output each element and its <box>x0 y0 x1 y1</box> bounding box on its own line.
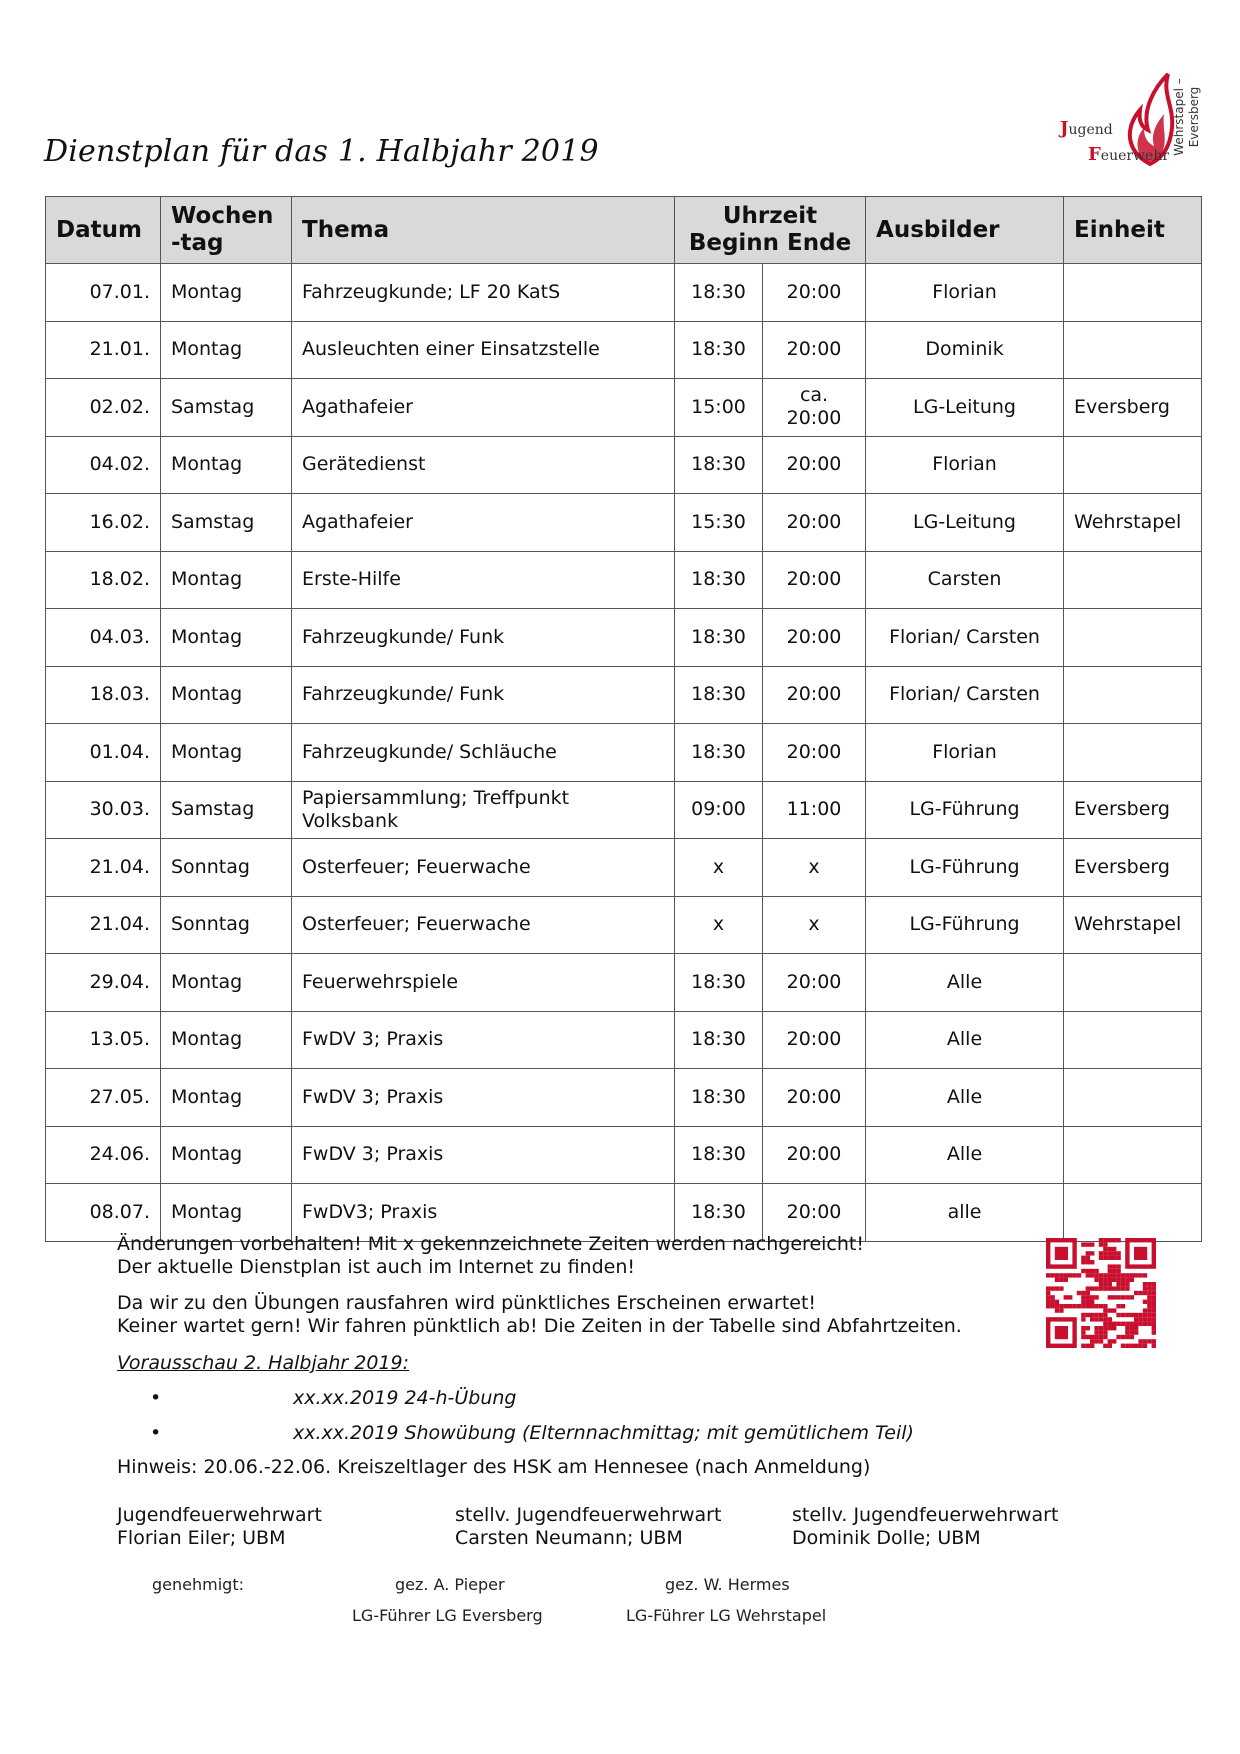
topic-cell: Papiersammlung; Treffpunkt Volksbank <box>292 781 675 839</box>
date-cell: 21.01. <box>46 321 161 379</box>
instructor-cell: LG-Führung <box>866 839 1064 897</box>
header-unit: Einheit <box>1064 197 1202 264</box>
bullet-icon: • <box>150 1422 162 1444</box>
preview-title: Vorausschau 2. Halbjahr 2019: <box>117 1352 410 1374</box>
table-row <box>46 1126 1202 1184</box>
notes-block-2 <box>117 1292 1017 1338</box>
approval-role: LG-Führer LG Wehrstapel <box>626 1606 827 1625</box>
date-cell: 29.04. <box>46 954 161 1012</box>
table-row <box>46 1011 1202 1069</box>
table-row <box>46 264 1202 322</box>
date-cell: 04.03. <box>46 609 161 667</box>
topic-cell: Feuerwehrspiele <box>292 954 675 1012</box>
weekday-cell: Montag <box>161 666 292 724</box>
logo-side-text: Wehrstapel – Eversberg <box>1172 78 1201 156</box>
weekday-cell: Montag <box>161 321 292 379</box>
instructor-cell: LG-Leitung <box>866 379 1064 437</box>
weekday-cell: Montag <box>161 264 292 322</box>
end-time-cell: 11:00 <box>763 781 866 839</box>
topic-cell: Fahrzeugkunde/ Funk <box>292 666 675 724</box>
weekday-cell: Samstag <box>161 379 292 437</box>
start-time-cell: 18:30 <box>675 1184 763 1242</box>
weekday-cell: Sonntag <box>161 896 292 954</box>
weekday-cell: Montag <box>161 724 292 782</box>
weekday-cell: Samstag <box>161 781 292 839</box>
date-cell: 18.02. <box>46 551 161 609</box>
bullet-icon: • <box>150 1387 162 1409</box>
end-time-cell: 20:00 <box>763 321 866 379</box>
end-time-cell: 20:00 <box>763 1126 866 1184</box>
logo-line-2: Feuerwehr <box>1088 144 1170 165</box>
topic-cell: Ausleuchten einer Einsatzstelle <box>292 321 675 379</box>
date-cell: 16.02. <box>46 494 161 552</box>
table-row <box>46 1069 1202 1127</box>
topic-cell: FwDV 3; Praxis <box>292 1069 675 1127</box>
start-time-cell: 18:30 <box>675 724 763 782</box>
unit-cell: Wehrstapel <box>1064 494 1202 552</box>
date-cell: 08.07. <box>46 1184 161 1242</box>
weekday-cell: Montag <box>161 436 292 494</box>
instructor-cell: alle <box>866 1184 1064 1242</box>
date-cell: 24.06. <box>46 1126 161 1184</box>
jugendfeuerwehr-logo <box>1060 70 1210 170</box>
instructor-cell: Florian/ Carsten <box>866 609 1064 667</box>
header-date: Datum <box>46 197 161 264</box>
unit-cell: Eversberg <box>1064 839 1202 897</box>
table-row <box>46 379 1202 437</box>
note-line: Der aktuelle Dienstplan ist auch im Internet zu finden! <box>117 1256 636 1278</box>
unit-cell <box>1064 436 1202 494</box>
end-time-cell: 20:00 <box>763 264 866 322</box>
note-line: Änderungen vorbehalten! Mit x gekennzeichnete Zeiten werden nachgereicht! <box>117 1233 864 1255</box>
unit-cell: Eversberg <box>1064 379 1202 437</box>
start-time-cell: 15:00 <box>675 379 763 437</box>
instructor-cell: Dominik <box>866 321 1064 379</box>
end-time-cell: 20:00 <box>763 1069 866 1127</box>
end-time-cell: 20:00 <box>763 724 866 782</box>
topic-cell: Fahrzeugkunde/ Schläuche <box>292 724 675 782</box>
approval-role: LG-Führer LG Eversberg <box>352 1606 543 1625</box>
start-time-cell: 18:30 <box>675 954 763 1012</box>
weekday-cell: Montag <box>161 1126 292 1184</box>
weekday-cell: Montag <box>161 551 292 609</box>
date-cell: 02.02. <box>46 379 161 437</box>
end-time-cell: 20:00 <box>763 436 866 494</box>
weekday-cell: Montag <box>161 1069 292 1127</box>
instructor-cell: Carsten <box>866 551 1064 609</box>
start-time-cell: 18:30 <box>675 321 763 379</box>
end-time-cell: 20:00 <box>763 494 866 552</box>
topic-cell: Fahrzeugkunde/ Funk <box>292 609 675 667</box>
header-weekday: Wochen -tag <box>161 197 292 264</box>
logo-line-1: Jugend <box>1060 118 1113 139</box>
topic-cell: Gerätedienst <box>292 436 675 494</box>
page-title: Dienstplan für das 1. Halbjahr 2019 <box>44 134 599 169</box>
table-row <box>46 954 1202 1012</box>
instructor-cell: Alle <box>866 1126 1064 1184</box>
topic-cell: FwDV3; Praxis <box>292 1184 675 1242</box>
start-time-cell: 18:30 <box>675 1011 763 1069</box>
instructor-cell: LG-Leitung <box>866 494 1064 552</box>
unit-cell <box>1064 1069 1202 1127</box>
instructor-cell: Florian <box>866 264 1064 322</box>
unit-cell <box>1064 724 1202 782</box>
start-time-cell: 18:30 <box>675 1069 763 1127</box>
header-time: Uhrzeit Beginn Ende <box>675 197 866 264</box>
date-cell: 07.01. <box>46 264 161 322</box>
notes-block-1 <box>117 1233 1017 1279</box>
unit-cell <box>1064 609 1202 667</box>
weekday-cell: Montag <box>161 1011 292 1069</box>
signature-block: stellv. Jugendfeuerwehrwart Carsten Neumann; UBM <box>455 1504 722 1549</box>
unit-cell <box>1064 321 1202 379</box>
unit-cell <box>1064 1011 1202 1069</box>
date-cell: 27.05. <box>46 1069 161 1127</box>
header-topic: Thema <box>292 197 675 264</box>
schedule-table <box>45 196 1202 1242</box>
topic-cell: FwDV 3; Praxis <box>292 1011 675 1069</box>
table-row <box>46 551 1202 609</box>
unit-cell: Eversberg <box>1064 781 1202 839</box>
table-row <box>46 321 1202 379</box>
topic-cell: Agathafeier <box>292 494 675 552</box>
preview-item: • xx.xx.2019 Showübung (Elternnachmittag; mit gemütlichem Teil) <box>150 1422 914 1444</box>
weekday-cell: Montag <box>161 954 292 1012</box>
date-cell: 01.04. <box>46 724 161 782</box>
date-cell: 13.05. <box>46 1011 161 1069</box>
topic-cell: FwDV 3; Praxis <box>292 1126 675 1184</box>
date-cell: 04.02. <box>46 436 161 494</box>
date-cell: 18.03. <box>46 666 161 724</box>
date-cell: 21.04. <box>46 896 161 954</box>
header-instructor: Ausbilder <box>866 197 1064 264</box>
start-time-cell: 18:30 <box>675 1126 763 1184</box>
weekday-cell: Samstag <box>161 494 292 552</box>
table-row <box>46 896 1202 954</box>
topic-cell: Osterfeuer; Feuerwache <box>292 839 675 897</box>
weekday-cell: Montag <box>161 609 292 667</box>
end-time-cell: 20:00 <box>763 1184 866 1242</box>
start-time-cell: 18:30 <box>675 436 763 494</box>
start-time-cell: 18:30 <box>675 264 763 322</box>
unit-cell <box>1064 551 1202 609</box>
start-time-cell: 18:30 <box>675 666 763 724</box>
unit-cell <box>1064 666 1202 724</box>
end-time-cell: ca. 20:00 <box>763 379 866 437</box>
note-line: Keiner wartet gern! Wir fahren pünktlich ab! Die Zeiten in der Tabelle sind Abfahrtzeiten. <box>117 1315 962 1337</box>
table-row <box>46 781 1202 839</box>
end-time-cell: 20:00 <box>763 551 866 609</box>
table-row <box>46 666 1202 724</box>
unit-cell <box>1064 1126 1202 1184</box>
instructor-cell: Florian <box>866 724 1064 782</box>
table-body <box>46 264 1202 1242</box>
instructor-cell: Florian <box>866 436 1064 494</box>
table-header-row <box>46 197 1202 264</box>
end-time-cell: 20:00 <box>763 954 866 1012</box>
start-time-cell: x <box>675 839 763 897</box>
start-time-cell: 09:00 <box>675 781 763 839</box>
approval-signature: gez. W. Hermes <box>665 1575 790 1594</box>
end-time-cell: x <box>763 839 866 897</box>
table-row <box>46 724 1202 782</box>
start-time-cell: 18:30 <box>675 551 763 609</box>
instructor-cell: Florian/ Carsten <box>866 666 1064 724</box>
topic-cell: Agathafeier <box>292 379 675 437</box>
instructor-cell: Alle <box>866 1069 1064 1127</box>
signature-block: Jugendfeuerwehrwart Florian Eiler; UBM <box>117 1504 322 1549</box>
start-time-cell: x <box>675 896 763 954</box>
topic-cell: Osterfeuer; Feuerwache <box>292 896 675 954</box>
table-row <box>46 609 1202 667</box>
hint-text: Hinweis: 20.06.-22.06. Kreiszeltlager des HSK am Hennesee (nach Anmeldung) <box>117 1456 871 1478</box>
end-time-cell: 20:00 <box>763 609 866 667</box>
table-row <box>46 494 1202 552</box>
date-cell: 21.04. <box>46 839 161 897</box>
signature-block: stellv. Jugendfeuerwehrwart Dominik Dolle; UBM <box>792 1504 1059 1549</box>
start-time-cell: 15:30 <box>675 494 763 552</box>
instructor-cell: Alle <box>866 1011 1064 1069</box>
note-line: Da wir zu den Übungen rausfahren wird pünktliches Erscheinen erwartet! <box>117 1292 817 1314</box>
table-row <box>46 436 1202 494</box>
weekday-cell: Montag <box>161 1184 292 1242</box>
instructor-cell: LG-Führung <box>866 781 1064 839</box>
end-time-cell: 20:00 <box>763 1011 866 1069</box>
instructor-cell: Alle <box>866 954 1064 1012</box>
end-time-cell: x <box>763 896 866 954</box>
topic-cell: Erste-Hilfe <box>292 551 675 609</box>
unit-cell <box>1064 264 1202 322</box>
topic-cell: Fahrzeugkunde; LF 20 KatS <box>292 264 675 322</box>
preview-item: • xx.xx.2019 24-h-Übung <box>150 1387 517 1409</box>
unit-cell <box>1064 1184 1202 1242</box>
qr-code <box>1046 1238 1156 1348</box>
table-row <box>46 839 1202 897</box>
instructor-cell: LG-Führung <box>866 896 1064 954</box>
end-time-cell: 20:00 <box>763 666 866 724</box>
unit-cell <box>1064 954 1202 1012</box>
approval-signature: gez. A. Pieper <box>395 1575 505 1594</box>
start-time-cell: 18:30 <box>675 609 763 667</box>
unit-cell: Wehrstapel <box>1064 896 1202 954</box>
date-cell: 30.03. <box>46 781 161 839</box>
approval-label: genehmigt: <box>152 1575 244 1594</box>
weekday-cell: Sonntag <box>161 839 292 897</box>
